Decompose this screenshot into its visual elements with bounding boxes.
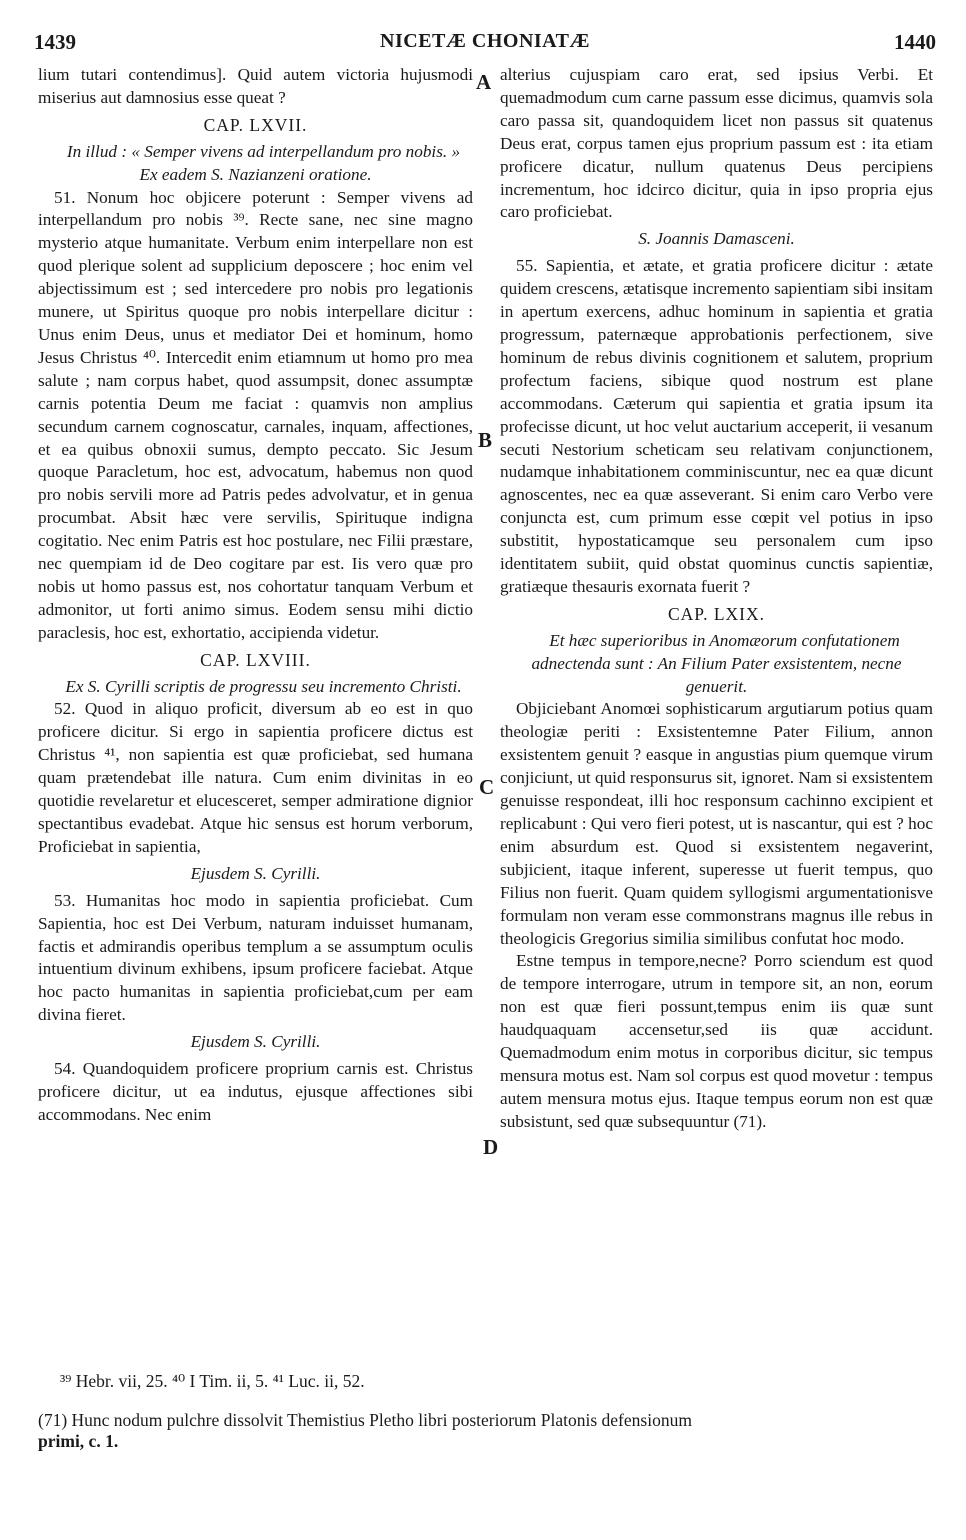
paragraph-objiciebant: Objiciebant Anomœi sophisticarum argutiarum potius quam theologiæ periti : Exsistentemne Pater Filium, annon exsistentem genuit ? easque in angustias pium quemque virum conjiciunt, ut quid responsurus sit, ignoret. Nam si exsistentem genuisse respondeat, illi hoc responsum cachinno excipient et replicabunt : Qui vero fieri potest, ut is nascantur, qui est ? hoc enim absurdum est. Quod si exsistentem negaverint, subjicient, itaque inferent, superesse ut fuerit tempus, quo Filius non fuerit. Quam quidem syllogismi argumentationisve formulam non veram esse commonstrans magnus ille rebus in theologicis Gregorius similia similibus confutat hoc modo. <box>500 699 933 948</box>
margin-letter-c: C <box>479 775 495 799</box>
margin-letter-a: A <box>476 70 492 94</box>
paragraph-intro: lium tutari contendimus]. Quid autem victoria hujusmodi miserius aut damnosius esse queat ? <box>38 65 473 107</box>
chapter-69-subtitle: Et hæc superioribus in Anomæorum confutationem adnectenda sunt : An Filium Pater exsistentem, necne genuerit. <box>531 630 902 696</box>
left-column <box>38 64 473 1127</box>
chapter-67-heading: CAP. LXVII. <box>203 114 308 135</box>
chapter-69-heading: CAP. LXIX. <box>667 603 766 624</box>
paragraph-51: 51. Nonum hoc objicere poterunt : Semper vivens ad interpellandum pro nobis ³⁹. Recte sane, nec sine magno mysterio atque humanitate. Verbum enim interpellare non est quod plerique solent ad supplicium deposcere ; hoc enim vel abjectissimum est ; sed intercedere pro nobis pro legationis munere, ut Spiritus quoque pro nobis interpellare dicitur : Unus enim Deus, unus et mediator Dei et hominum, homo Jesus Christus ⁴⁰. Intercedit enim etiamnum ut homo pro mea salute ; nam corpus habet, quod assumpsit, donec assumptæ carnis potentia Deum me faciat : quamvis non amplius secundum carnem cognoscatur, carnales, inquam, affectiones, et ea quibus obnoxii sumus, dempto peccato. Sic Jesum quoque Paracletum, hoc est, advocatum, habemus non quod pro nobis servili more ad Patris pedes advolvatur, et in genua procumbat. Absit hæc vere servilis, Spirituque indigna cogitatio. Nec enim Patris est hoc postulare, nec Filii præstare, nec quempiam id de Deo cogitare par est. Iis vero quæ pro nobis ut homo passus est, nos cohortatur tanquam Verbum et admonitor, ut forti animo simus. Eodem sensu mihi dictio paraclesis, hoc est, exhortatio, accipienda videtur. <box>38 187 473 642</box>
editor-note-line-1: (71) Hunc nodum pulchre dissolvit Themistius Pletho libri posteriorum Platonis defensionum <box>38 1410 692 1430</box>
paragraph-55: 55. Sapientia, et ætate, et gratia proficere dicitur : ætate quidem crescens, ætatisque incremento sapientiam sibi insitam in apertum exercens, adhuc hominum in sapientia et gratia progressum, paternæque approbationis perfectionem, sive hominum de rebus divinis cognitionem et salutem, proprium profectum faciens, sibique quod nostrum est plane accommodans. Cæterum qui sapientia et gratia ipsum ita profecisse dicunt, ut hoc velut auctarium acceperit, ii vesanum secuti Nestorium scheticam seu relativam conjunctionem, nudamque inhabitationem comminiscuntur, nec ea quæ dicunt agnoscentes, nec ea quæ asseverant. Si enim caro Verbo vere conjuncta est, cum primum esse cœpit vel potius in ipso substitit, hypostaticamque seu personalem cum ipso identitatem subiit, quid obstat quominus cunctis sapientiæ, gratiæque thesauris exornata fuerit ? <box>500 256 933 596</box>
chapter-68-heading: CAP. LXVIII. <box>200 649 311 670</box>
page-header <box>34 30 936 56</box>
footnotes: ³⁹ Hebr. vii, 25. ⁴⁰ I Tim. ii, 5. ⁴¹ Luc. ii, 52. <box>60 1371 365 1391</box>
paragraph-52: 52. Quod in aliquo proficit, diversum ab eo est in quo proficere dicitur. Si ergo in sapientia proficere dictus est Christus ⁴¹, non sapientia est quæ proficiebat, sed humana quam prætendebat ille natura. Cum enim divinitas in eo quotidie revelaretur et elucesceret, semper admiratione dignior spectantibus evadebat. Atque hic sensus est horum verborum, Proficiebat in sapientia, <box>38 699 473 856</box>
attribution-damascene: S. Joannis Damasceni. <box>638 229 795 249</box>
editor-note-line-2: primi, c. 1. <box>38 1431 119 1451</box>
page-number-left: 1439 <box>34 30 76 54</box>
running-title: NICETÆ CHONIATÆ <box>380 30 590 52</box>
paragraph-estne: Estne tempus in tempore,necne? Porro sciendum est quod de tempore interrogare, utrum in tempore sit, an non, eorum non est quæ fieri possunt,tempus enim iis quæ sunt haudquaquam accensetur,sed iis quæ accidunt. Quemadmodum enim motus in corporibus dicitur, sic tempus mensura motus est. Nam sol corpus est quod movetur : tempus autem mensura motus ejus. Itaque tempus eorum non est quæ subsistunt, sed quæ subsequuntur (71). <box>500 951 933 1131</box>
margin-letter-b: B <box>478 428 493 452</box>
paragraph-continued: alterius cujuspiam caro erat, sed ipsius Verbi. Et quemadmodum cum carne passum esse dicimus, quamvis sola caro passa sit, quandoquidem licet non passus sit quatenus Deus erat, corpus tamen ejus proprium passum est : ita etiam proficere dicatur, nullum quatenus Deus percipiens incrementum, hoc idcirco dicitur, quia in ipso propria ejus caro proficiebat. <box>500 65 933 222</box>
chapter-67-subtitle: In illud : « Semper vivens ad interpellandum pro nobis. » Ex eadem S. Nazianzeni oratione. <box>66 141 461 184</box>
margin-letter-d: D <box>483 1135 499 1159</box>
editor-note <box>38 1410 933 1452</box>
right-column <box>500 64 933 1134</box>
chapter-68-subtitle: Ex S. Cyrilli scriptis de progressu seu incremento Christi. <box>65 676 462 696</box>
page-number-right: 1440 <box>894 30 936 54</box>
attribution-cyril-1: Ejusdem S. Cyrilli. <box>190 863 321 883</box>
paragraph-54: 54. Quandoquidem proficere proprium carnis est. Christus proficere dicitur, ut ea indutus, ejusque affectiones sibi accommodans. Nec enim <box>38 1059 473 1124</box>
attribution-cyril-2: Ejusdem S. Cyrilli. <box>190 1032 321 1052</box>
paragraph-53: 53. Humanitas hoc modo in sapientia proficiebat. Cum Sapientia, hoc est Dei Verbum, naturam induisset humanam, factis et admirandis operibus templum a se assumptum oculis intuentium divinum exhibens, ipsum proficere faciebat. Atque hoc pacto humanitas in sapientia proficiebat,cum per eam divina fieret. <box>38 890 473 1025</box>
